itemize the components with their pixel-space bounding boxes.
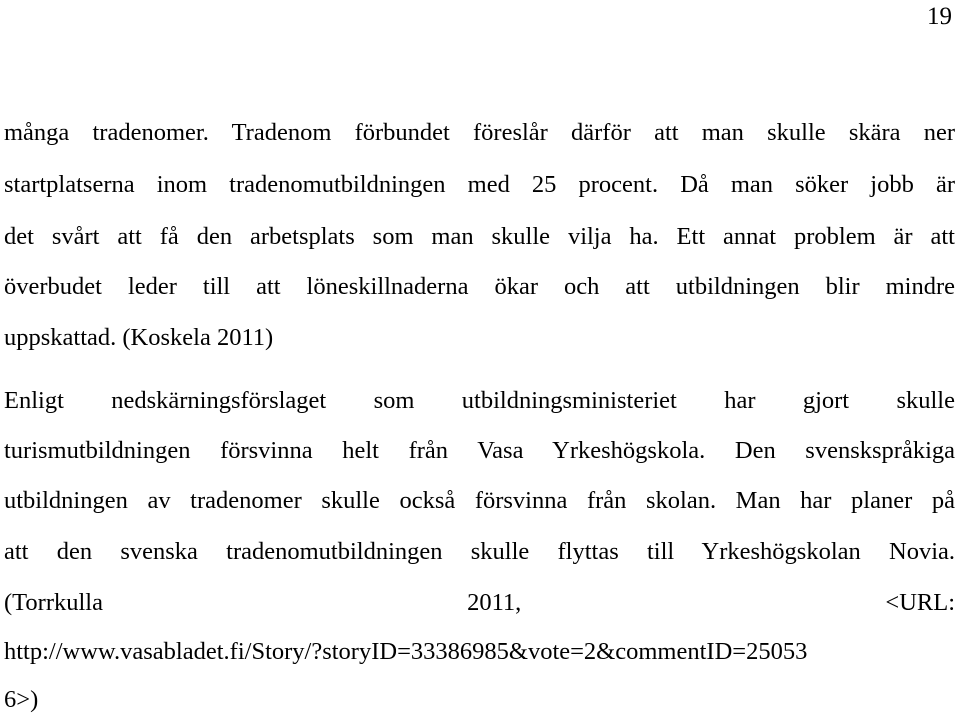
text-line: 6>) [4,686,39,713]
page-number: 19 [927,3,952,30]
text-line: många tradenomer. Tradenom förbundet föreslår därför att man skulle skära ner [4,119,955,146]
text-line: Enligt nedskärningsförslaget som utbildningsministeriet har gjort skulle [4,387,955,414]
url-line: http://www.vasabladet.fi/Story/?storyID=33386985&vote=2&commentID=25053 [4,638,808,665]
text-line: uppskattad. (Koskela 2011) [4,324,274,351]
text-line: det svårt att få den arbetsplats som man skulle vilja ha. Ett annat problem är att [4,223,955,250]
text-line: startplatserna inom tradenomutbildningen med 25 procent. Då man söker jobb är [4,171,955,198]
text-line: (Torrkulla 2011, <URL: [4,589,955,616]
text-line: utbildningen av tradenomer skulle också försvinna från skolan. Man har planer på [4,487,955,514]
text-line: turismutbildningen försvinna helt från Vasa Yrkeshögskola. Den svenskspråkiga [4,437,955,464]
text-line: att den svenska tradenomutbildningen skulle flyttas till Yrkeshögskolan Novia. [4,538,955,565]
text-line: överbudet leder till att löneskillnaderna ökar och att utbildningen blir mindre [4,273,955,300]
